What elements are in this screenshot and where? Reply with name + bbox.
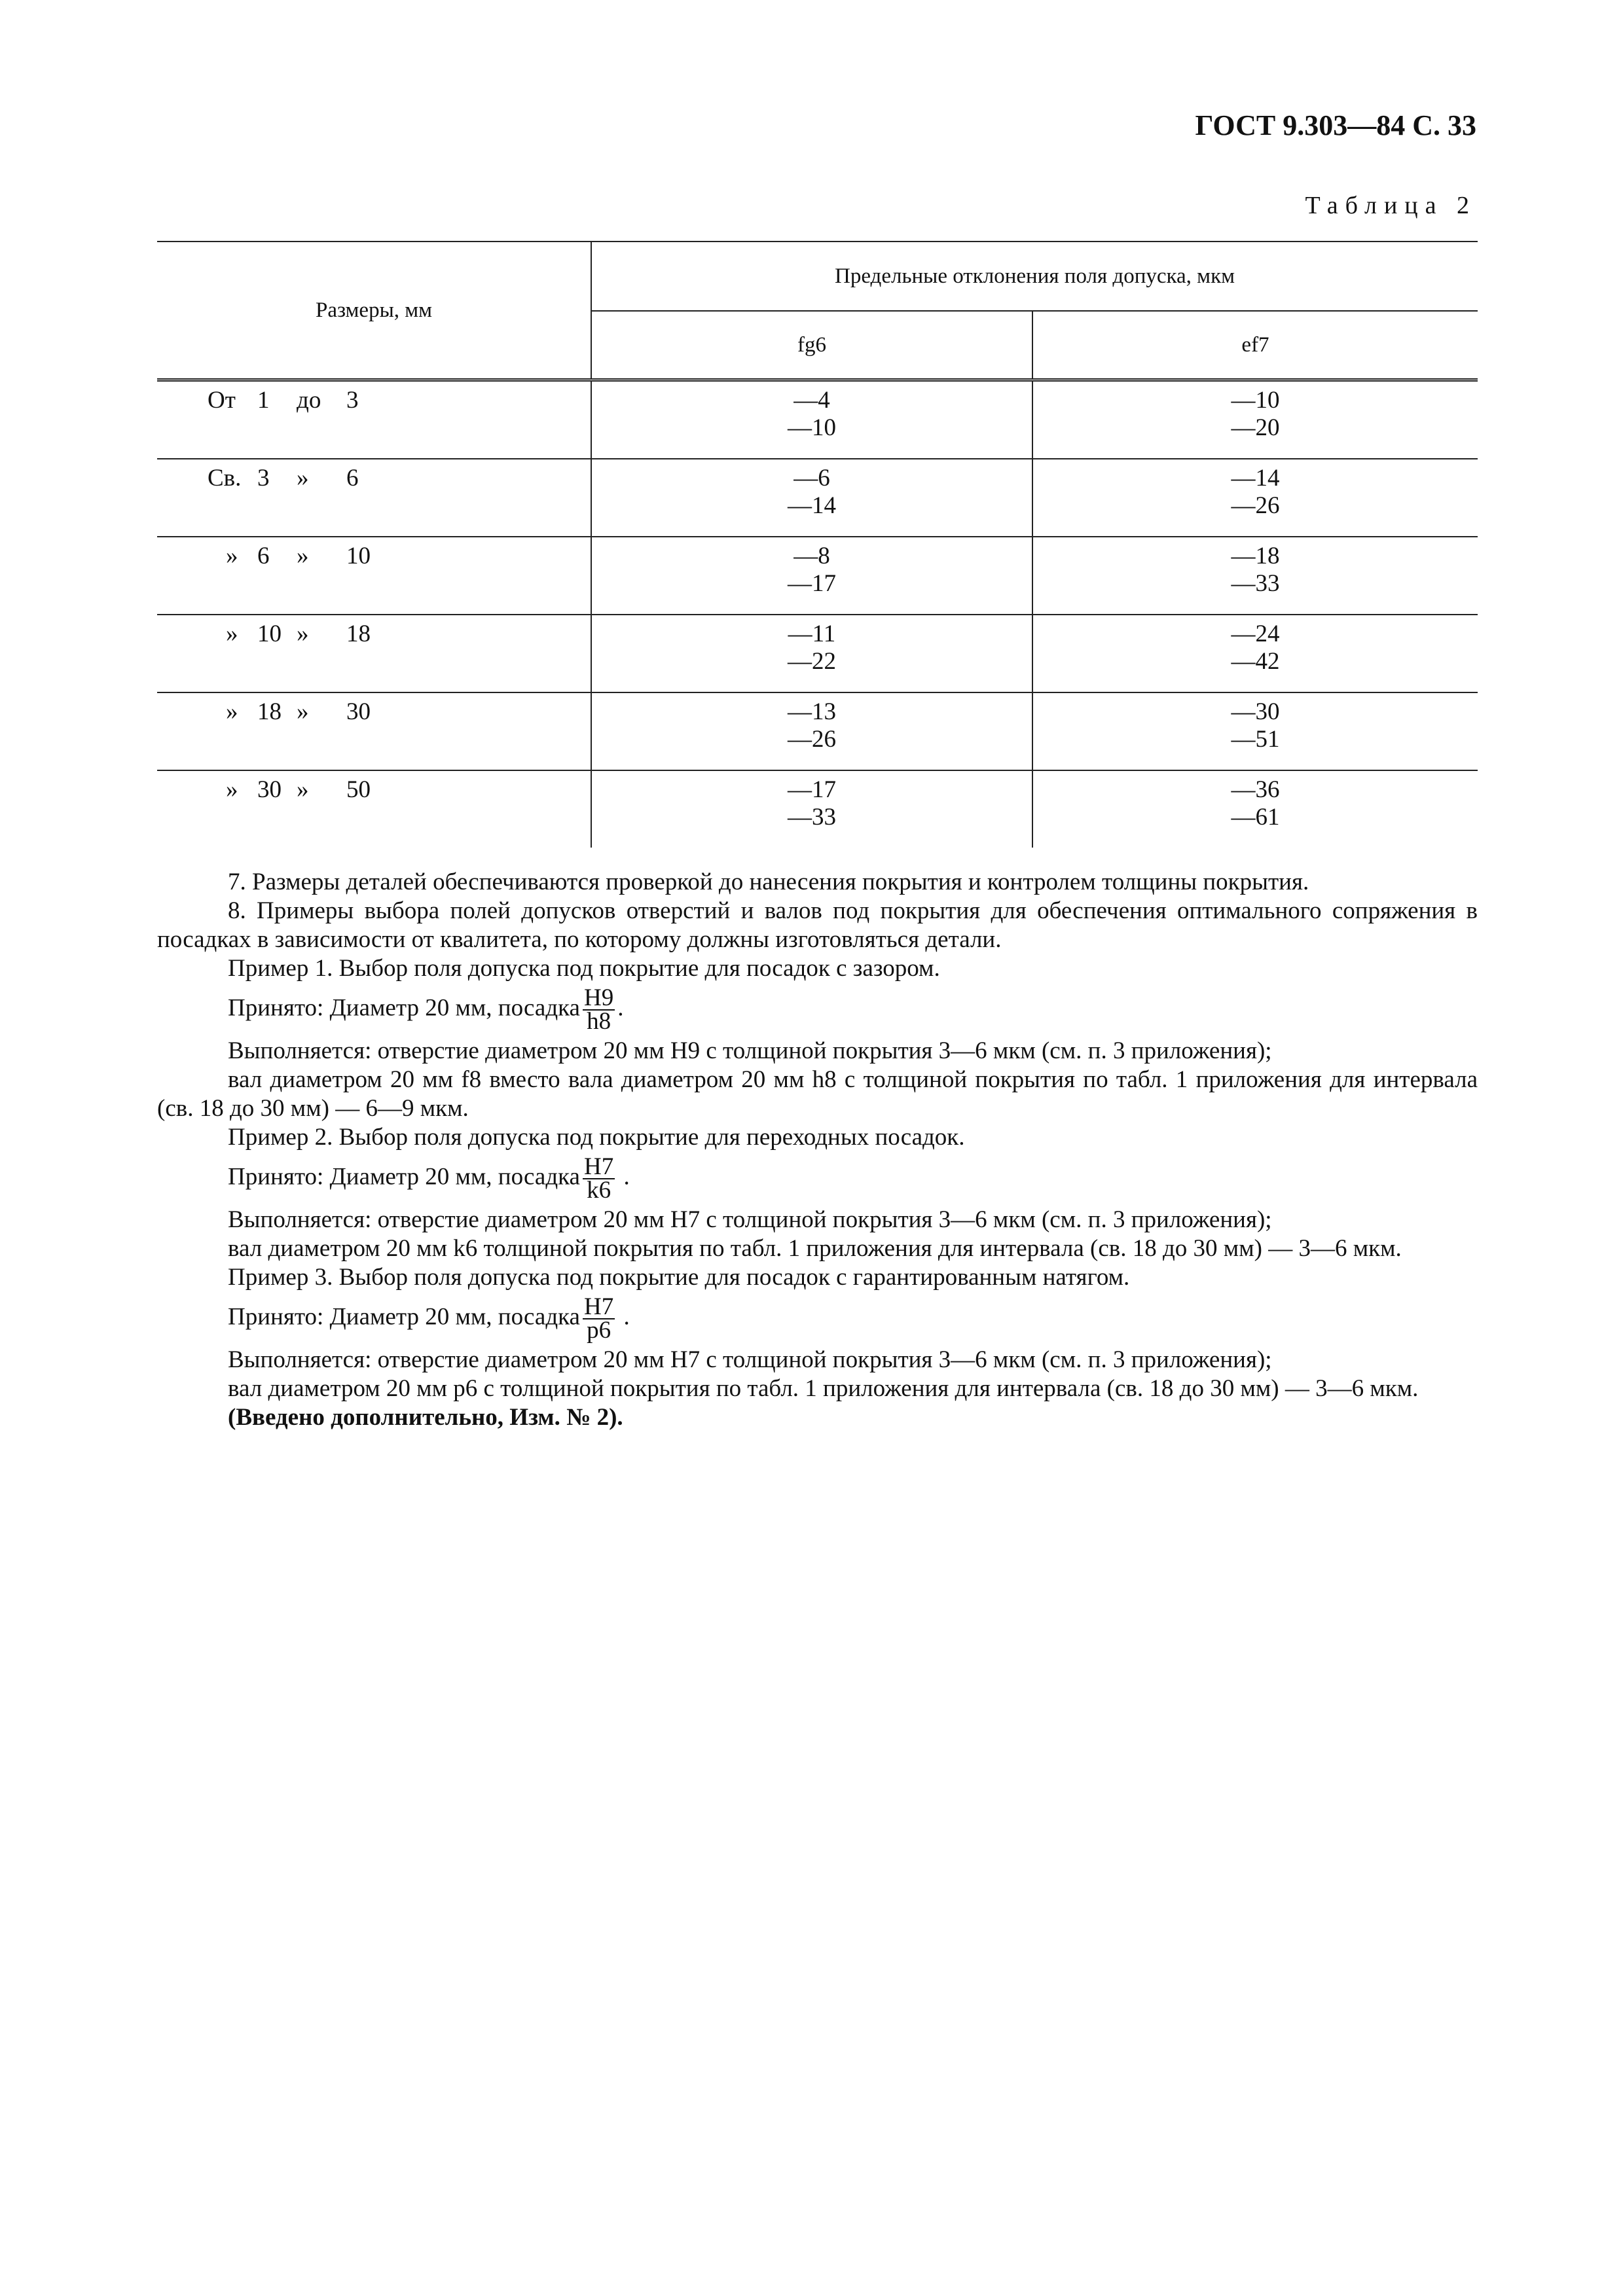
size-prefix: Св. — [208, 465, 242, 492]
table-row — [157, 459, 1478, 537]
size-range — [158, 698, 590, 726]
size-prefix: » — [226, 543, 238, 569]
lower-deviation: —26 — [1231, 492, 1280, 519]
column-header-fg6: fg6 — [591, 311, 1032, 380]
size-range — [158, 543, 590, 570]
size-range — [158, 465, 590, 492]
size-range — [158, 776, 590, 804]
upper-deviation: —14 — [1231, 465, 1280, 492]
lower-deviation: —22 — [788, 648, 836, 675]
deviation-header: Предельные отклонения поля допуска, мкм — [591, 242, 1478, 311]
paragraph-7: 7. Размеры деталей обеспечиваются проверкой до нанесения покрытия и контролем толщины покрытия. — [228, 869, 1309, 895]
cell-fg6 — [591, 380, 1032, 459]
fit-fraction-1: $\frac{H9}{h8}$ — [583, 984, 614, 1035]
table-row — [157, 615, 1478, 692]
cell-ef7 — [1032, 459, 1478, 537]
example-2-done: Выполняется: отверстие диаметром 20 мм H7 с толщиной покрытия 3—6 мкм (см. п. 3 приложения); — [228, 1206, 1272, 1233]
example-1-shaft: вал диаметром 20 мм f8 вместо вала диаметром 20 мм h8 с толщиной покрытия по табл. 1 приложения для интервала (св. 18 до 30 мм) — 6—9 мкм. — [157, 1066, 1478, 1122]
size-prefix: От — [208, 387, 236, 414]
cell-fg6 — [591, 459, 1032, 537]
upper-deviation: —24 — [1231, 620, 1280, 647]
example-3-done: Выполняется: отверстие диаметром 20 мм H7 с толщиной покрытия 3—6 мкм (см. п. 3 приложения); — [228, 1346, 1272, 1373]
body-text — [157, 868, 1478, 1432]
size-mid: » — [297, 465, 309, 492]
size-range-cell — [157, 459, 591, 537]
lower-deviation: —14 — [788, 492, 836, 519]
upper-deviation: —17 — [788, 776, 836, 803]
lower-deviation: —26 — [788, 726, 836, 753]
cell-ef7 — [1032, 380, 1478, 459]
size-range-cell — [157, 770, 591, 848]
lower-deviation: —42 — [1231, 648, 1280, 675]
cell-ef7 — [1032, 692, 1478, 770]
size-prefix: » — [226, 620, 238, 647]
example-2-accepted: Принято: Диаметр 20 мм, посадка $\frac{H7}{k6}$ . — [228, 1153, 630, 1204]
upper-deviation: —8 — [793, 543, 830, 569]
size-prefix: » — [226, 698, 238, 725]
lower-deviation: —61 — [1231, 804, 1280, 831]
lower-deviation: —17 — [788, 570, 836, 597]
size-from: 10 — [257, 620, 282, 647]
size-mid: до — [297, 387, 321, 414]
table-row — [157, 770, 1478, 848]
size-to: 6 — [346, 465, 359, 492]
upper-deviation: —13 — [788, 698, 836, 725]
cell-fg6 — [591, 692, 1032, 770]
cell-fg6 — [591, 770, 1032, 848]
size-prefix: » — [226, 776, 238, 803]
table-row — [157, 380, 1478, 459]
size-range-cell — [157, 615, 591, 692]
size-to: 3 — [346, 387, 359, 414]
example-2-title: Пример 2. Выбор поля допуска под покрытие для переходных посадок. — [228, 1124, 965, 1151]
size-to: 30 — [346, 698, 371, 725]
page-header: ГОСТ 9.303—84 С. 33 — [1195, 109, 1476, 141]
size-range-cell — [157, 537, 591, 615]
size-mid: » — [297, 543, 309, 569]
upper-deviation: —4 — [793, 387, 830, 414]
lower-deviation: —10 — [788, 414, 836, 441]
cell-ef7 — [1032, 537, 1478, 615]
column-header-ef7: ef7 — [1032, 311, 1478, 380]
size-from: 1 — [257, 387, 270, 414]
table-row — [157, 692, 1478, 770]
cell-ef7 — [1032, 615, 1478, 692]
table-row — [157, 537, 1478, 615]
upper-deviation: —10 — [1231, 387, 1280, 414]
fit-fraction-3: $\frac{H7}{p6}$ — [583, 1293, 614, 1344]
example-3-shaft: вал диаметром 20 мм p6 с толщиной покрытия по табл. 1 приложения для интервала (св. 18 до 30 мм) — 3—6 мкм. — [228, 1375, 1419, 1402]
lower-deviation: —33 — [788, 804, 836, 831]
size-range — [158, 387, 590, 414]
example-3-title: Пример 3. Выбор поля допуска под покрытие для посадок с гарантированным натягом. — [228, 1264, 1130, 1291]
size-mid: » — [297, 776, 309, 803]
size-range — [158, 620, 590, 648]
cell-fg6 — [591, 537, 1032, 615]
cell-ef7 — [1032, 770, 1478, 848]
upper-deviation: —11 — [788, 620, 836, 647]
amendment-note: (Введено дополнительно, Изм. № 2). — [228, 1404, 623, 1431]
example-2-shaft: вал диаметром 20 мм k6 толщиной покрытия по табл. 1 приложения для интервала (св. 18 до 30 мм) — 3—6 мкм. — [228, 1235, 1402, 1262]
sizes-header: Размеры, мм — [157, 242, 591, 380]
size-from: 30 — [257, 776, 282, 803]
cell-fg6 — [591, 615, 1032, 692]
size-range-cell — [157, 380, 591, 459]
size-range-cell — [157, 692, 591, 770]
size-from: 3 — [257, 465, 270, 492]
example-1-accepted: Принято: Диаметр 20 мм, посадка $\frac{H9}{h8}$ . — [228, 984, 624, 1035]
paragraph-8: 8. Примеры выбора полей допусков отверстий и валов под покрытия для обеспечения оптимального сопряжения в посадках в зависимости от квалитета, по которому должны изготовляться детали. — [157, 897, 1478, 953]
lower-deviation: —20 — [1231, 414, 1280, 441]
size-to: 10 — [346, 543, 371, 569]
deviation-table — [157, 241, 1478, 848]
example-3-accepted: Принято: Диаметр 20 мм, посадка $\frac{H7}{p6}$ . — [228, 1293, 630, 1344]
size-mid: » — [297, 698, 309, 725]
size-mid: » — [297, 620, 309, 647]
fit-fraction-2: $\frac{H7}{k6}$ — [583, 1153, 614, 1204]
upper-deviation: —18 — [1231, 543, 1280, 569]
lower-deviation: —33 — [1231, 570, 1280, 597]
upper-deviation: —36 — [1231, 776, 1280, 803]
table-caption: Таблица 2 — [1305, 192, 1476, 219]
lower-deviation: —51 — [1231, 726, 1280, 753]
example-1-title: Пример 1. Выбор поля допуска под покрытие для посадок с зазором. — [228, 955, 940, 982]
upper-deviation: —30 — [1231, 698, 1280, 725]
size-to: 18 — [346, 620, 371, 647]
example-1-done: Выполняется: отверстие диаметром 20 мм H9 с толщиной покрытия 3—6 мкм (см. п. 3 приложения); — [228, 1037, 1272, 1064]
upper-deviation: —6 — [793, 465, 830, 492]
size-from: 18 — [257, 698, 282, 725]
size-from: 6 — [257, 543, 270, 569]
size-to: 50 — [346, 776, 371, 803]
